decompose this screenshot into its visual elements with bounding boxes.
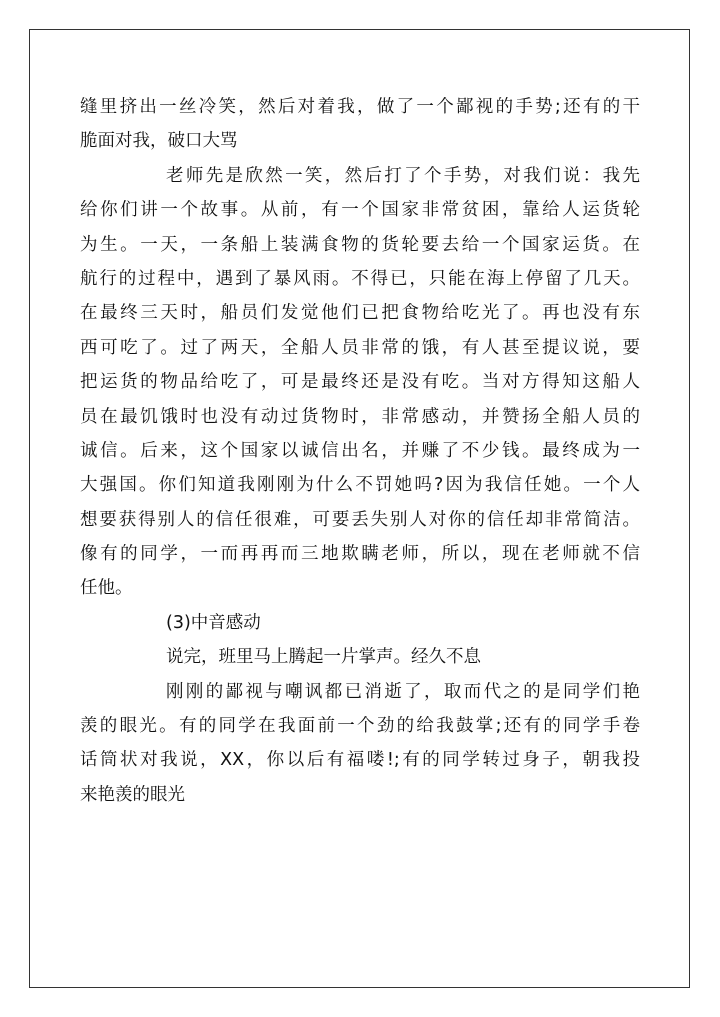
text-line: 来艳羡的眼光 bbox=[80, 784, 185, 805]
text-line: 羡的眼光。有的同学在我面前一个劲的给我鼓掌;还有的同学手卷 bbox=[80, 716, 640, 737]
text-line: 像有的同学，一而再再而三地欺瞒老师，所以，现在老师就不信 bbox=[80, 544, 640, 565]
text-line: 任他。 bbox=[80, 578, 133, 599]
text-line: 想要获得别人的信任很难，可要丢失别人对你的信任却非常简洁。 bbox=[80, 509, 640, 530]
text-line: 在最终三天时，船员们发觉他们已把食物给吃光了。再也没有东 bbox=[80, 303, 640, 324]
text-line: 脆面对我，破口大骂 bbox=[80, 131, 238, 152]
text-line: 刚刚的鄙视与嘲讽都已消逝了，取而代之的是同学们艳 bbox=[166, 681, 640, 702]
text-line: (3)中音感动 bbox=[166, 612, 261, 633]
text-line: 员在最饥饿时也没有动过货物时，非常感动，并赞扬全船人员的 bbox=[80, 406, 640, 427]
text-line: 航行的过程中，遇到了暴风雨。不得已，只能在海上停留了几天。 bbox=[80, 268, 640, 289]
text-line: 老师先是欣然一笑，然后打了个手势，对我们说：我先 bbox=[166, 165, 640, 186]
text-line: 为生。一天，一条船上装满食物的货轮要去给一个国家运货。在 bbox=[80, 234, 640, 255]
text-line: 说完，班里马上腾起一片掌声。经久不息 bbox=[166, 647, 481, 668]
text-line: 把运货的物品给吃了，可是最终还是没有吃。当对方得知这船人 bbox=[80, 372, 640, 393]
text-line: 西可吃了。过了两天，全船人员非常的饿，有人甚至提议说，要 bbox=[80, 337, 640, 358]
text-line: 缝里挤出一丝冷笑，然后对着我，做了一个鄙视的手势;还有的干 bbox=[80, 97, 640, 117]
text-line: 大强国。你们知道我刚刚为什么不罚她吗?因为我信任她。一个人 bbox=[80, 475, 640, 496]
text-line: 给你们讲一个故事。从前，有一个国家非常贫困，靠给人运货轮 bbox=[80, 200, 640, 221]
text-line: 话筒状对我说，XX，你以后有福喽!;有的同学转过身子，朝我投 bbox=[80, 750, 640, 771]
text-line: 诚信。后来，这个国家以诚信出名，并赚了不少钱。最终成为一 bbox=[80, 440, 640, 461]
document-body bbox=[80, 90, 640, 812]
